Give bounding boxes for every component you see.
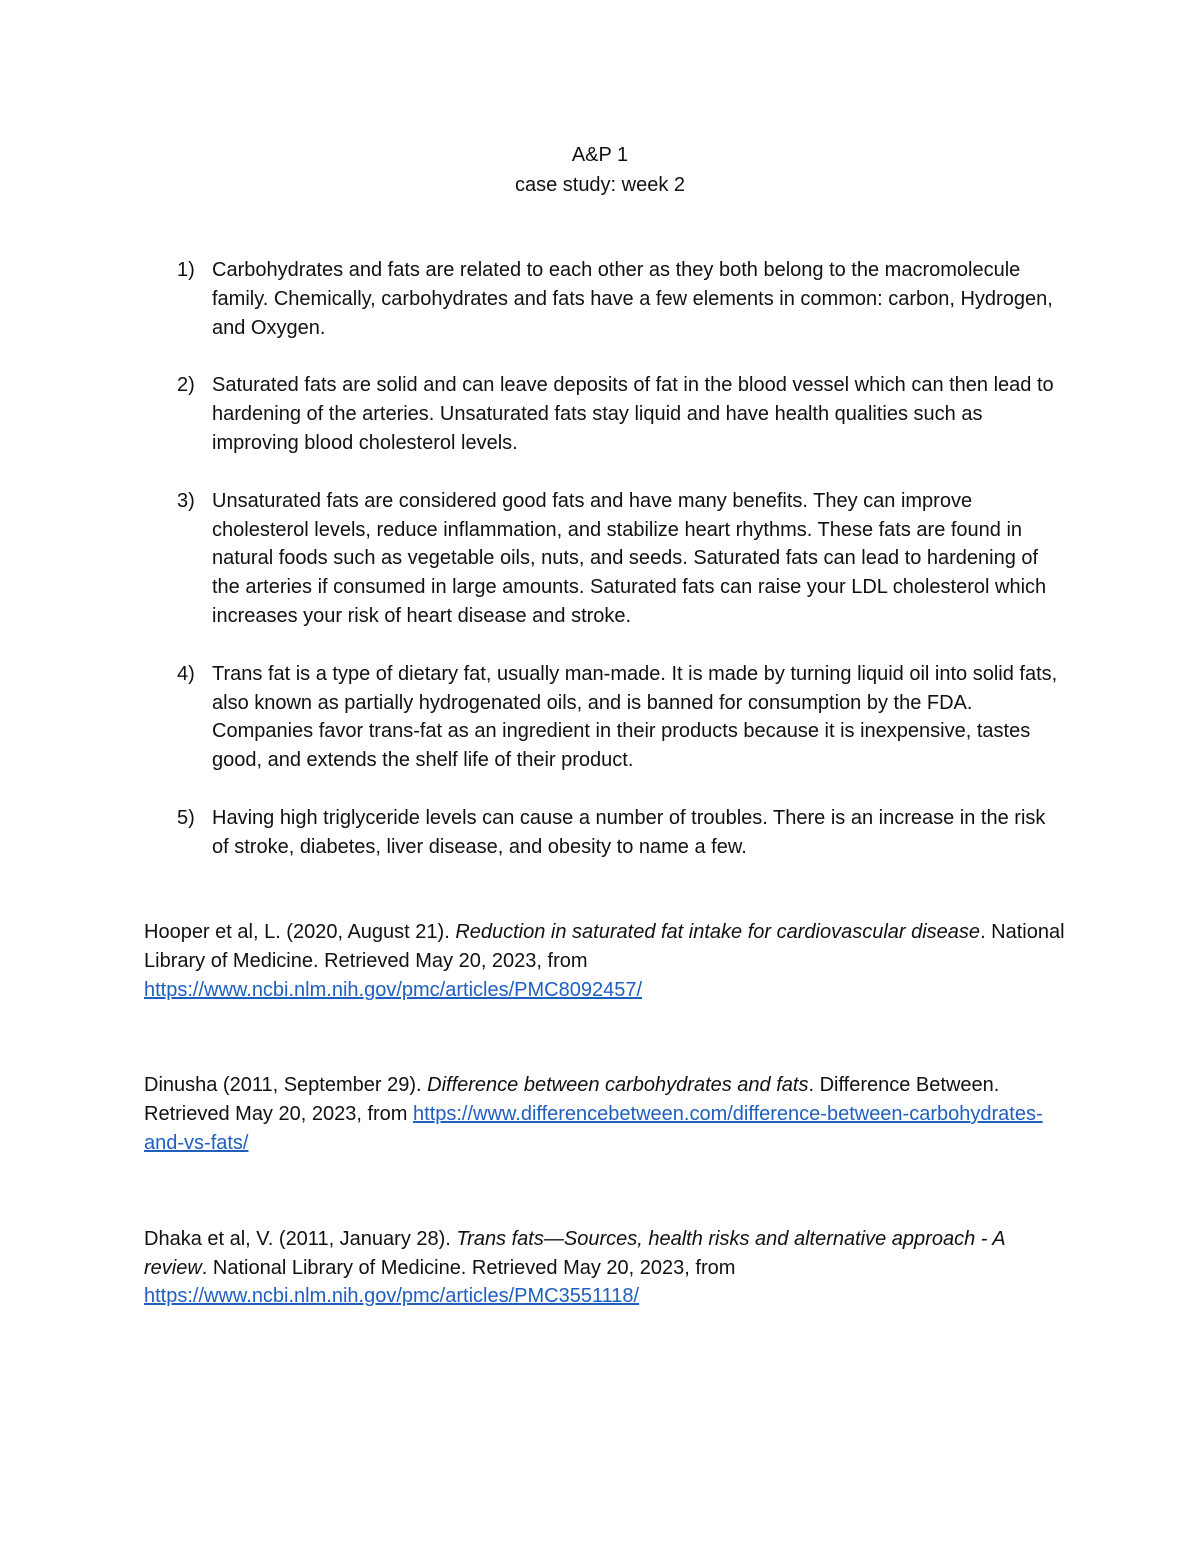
answer-text: Carbohydrates and fats are related to each other as they both belong to the macromolecule family. Chemically, carbohydrates and fats have a few elements in common: carbon, Hydrogen, and Oxygen. [212,259,1053,339]
answer-number: 2) [177,374,195,397]
reference-author-date: Dinusha (2011, September 29). [144,1074,428,1097]
answer-list [144,256,1064,891]
answer-item [144,660,1064,775]
answer-item [144,256,1064,342]
reference-title: Trans fats—Sources, health risks and alternative approach - A review [144,1227,1005,1279]
answer-text: Saturated fats are solid and can leave deposits of fat in the blood vessel which can then lead to hardening of the arteries. Unsaturated fats stay liquid and have health qualities such as improving blood cholesterol levels. [212,374,1054,454]
reference-author-date: Dhaka et al, V. (2011, January 28). [144,1227,457,1250]
reference-link[interactable]: https://www.ncbi.nlm.nih.gov/pmc/articles/PMC8092457/ [144,978,642,1001]
answer-text: Having high triglyceride levels can cause a number of troubles. There is an increase in the risk of stroke, diabetes, liver disease, and obesity to name a few. [212,806,1046,858]
answer-item [144,371,1064,457]
answer-number: 3) [177,489,195,512]
answer-item [144,804,1064,862]
reference-title: Difference between carbohydrates and fats [427,1074,809,1097]
reference-entry [144,1071,1069,1157]
answer-item [144,487,1064,631]
reference-entry [144,1225,1069,1311]
reference-author-date: Hooper et al, L. (2020, August 21). [144,921,456,943]
answer-text: Trans fat is a type of dietary fat, usually man-made. It is made by turning liquid oil into solid fats, also known as partially hydrogenated oils, and is banned for consumption by the FDA. Companies favor trans-fat as an ingredient in their products because it is inexpensive, tastes good, and extends the shelf life of their product. [212,662,1058,772]
reference-source: . National Library of Medicine. Retrieved May 20, 2023, from [201,1256,736,1279]
reference-link[interactable]: https://www.differencebetween.com/difference-between-carbohydrates-and-vs-fats/ [144,1103,1043,1154]
course-title: A&P 1 [571,144,629,166]
reference-list [144,918,1069,1311]
assignment-subtitle: case study: week 2 [514,174,686,196]
reference-source: . Difference Between. Retrieved May 20, 2023, from [144,1074,1000,1126]
reference-title: Reduction in saturated fat intake for cardiovascular disease [455,921,981,943]
answer-number: 5) [177,806,195,829]
answer-number: 1) [177,259,195,281]
reference-entry [144,918,1069,1004]
answer-number: 4) [177,662,195,685]
title-block [0,140,1200,200]
reference-link[interactable]: https://www.ncbi.nlm.nih.gov/pmc/articles/PMC3551118/ [144,1285,640,1308]
answer-text: Unsaturated fats are considered good fats and have many benefits. They can improve cholesterol levels, reduce inflammation, and stabilize heart rhythms. These fats are found in natural foods such as vegetable oils, nuts, and seeds. Saturated fats can lead to hardening of the arteries if consumed in large amounts. Saturated fats can raise your LDL cholesterol which increases your risk of heart disease and stroke. [212,489,1047,627]
reference-source: . National Library of Medicine. Retrieved May 20, 2023, from [144,921,1065,972]
